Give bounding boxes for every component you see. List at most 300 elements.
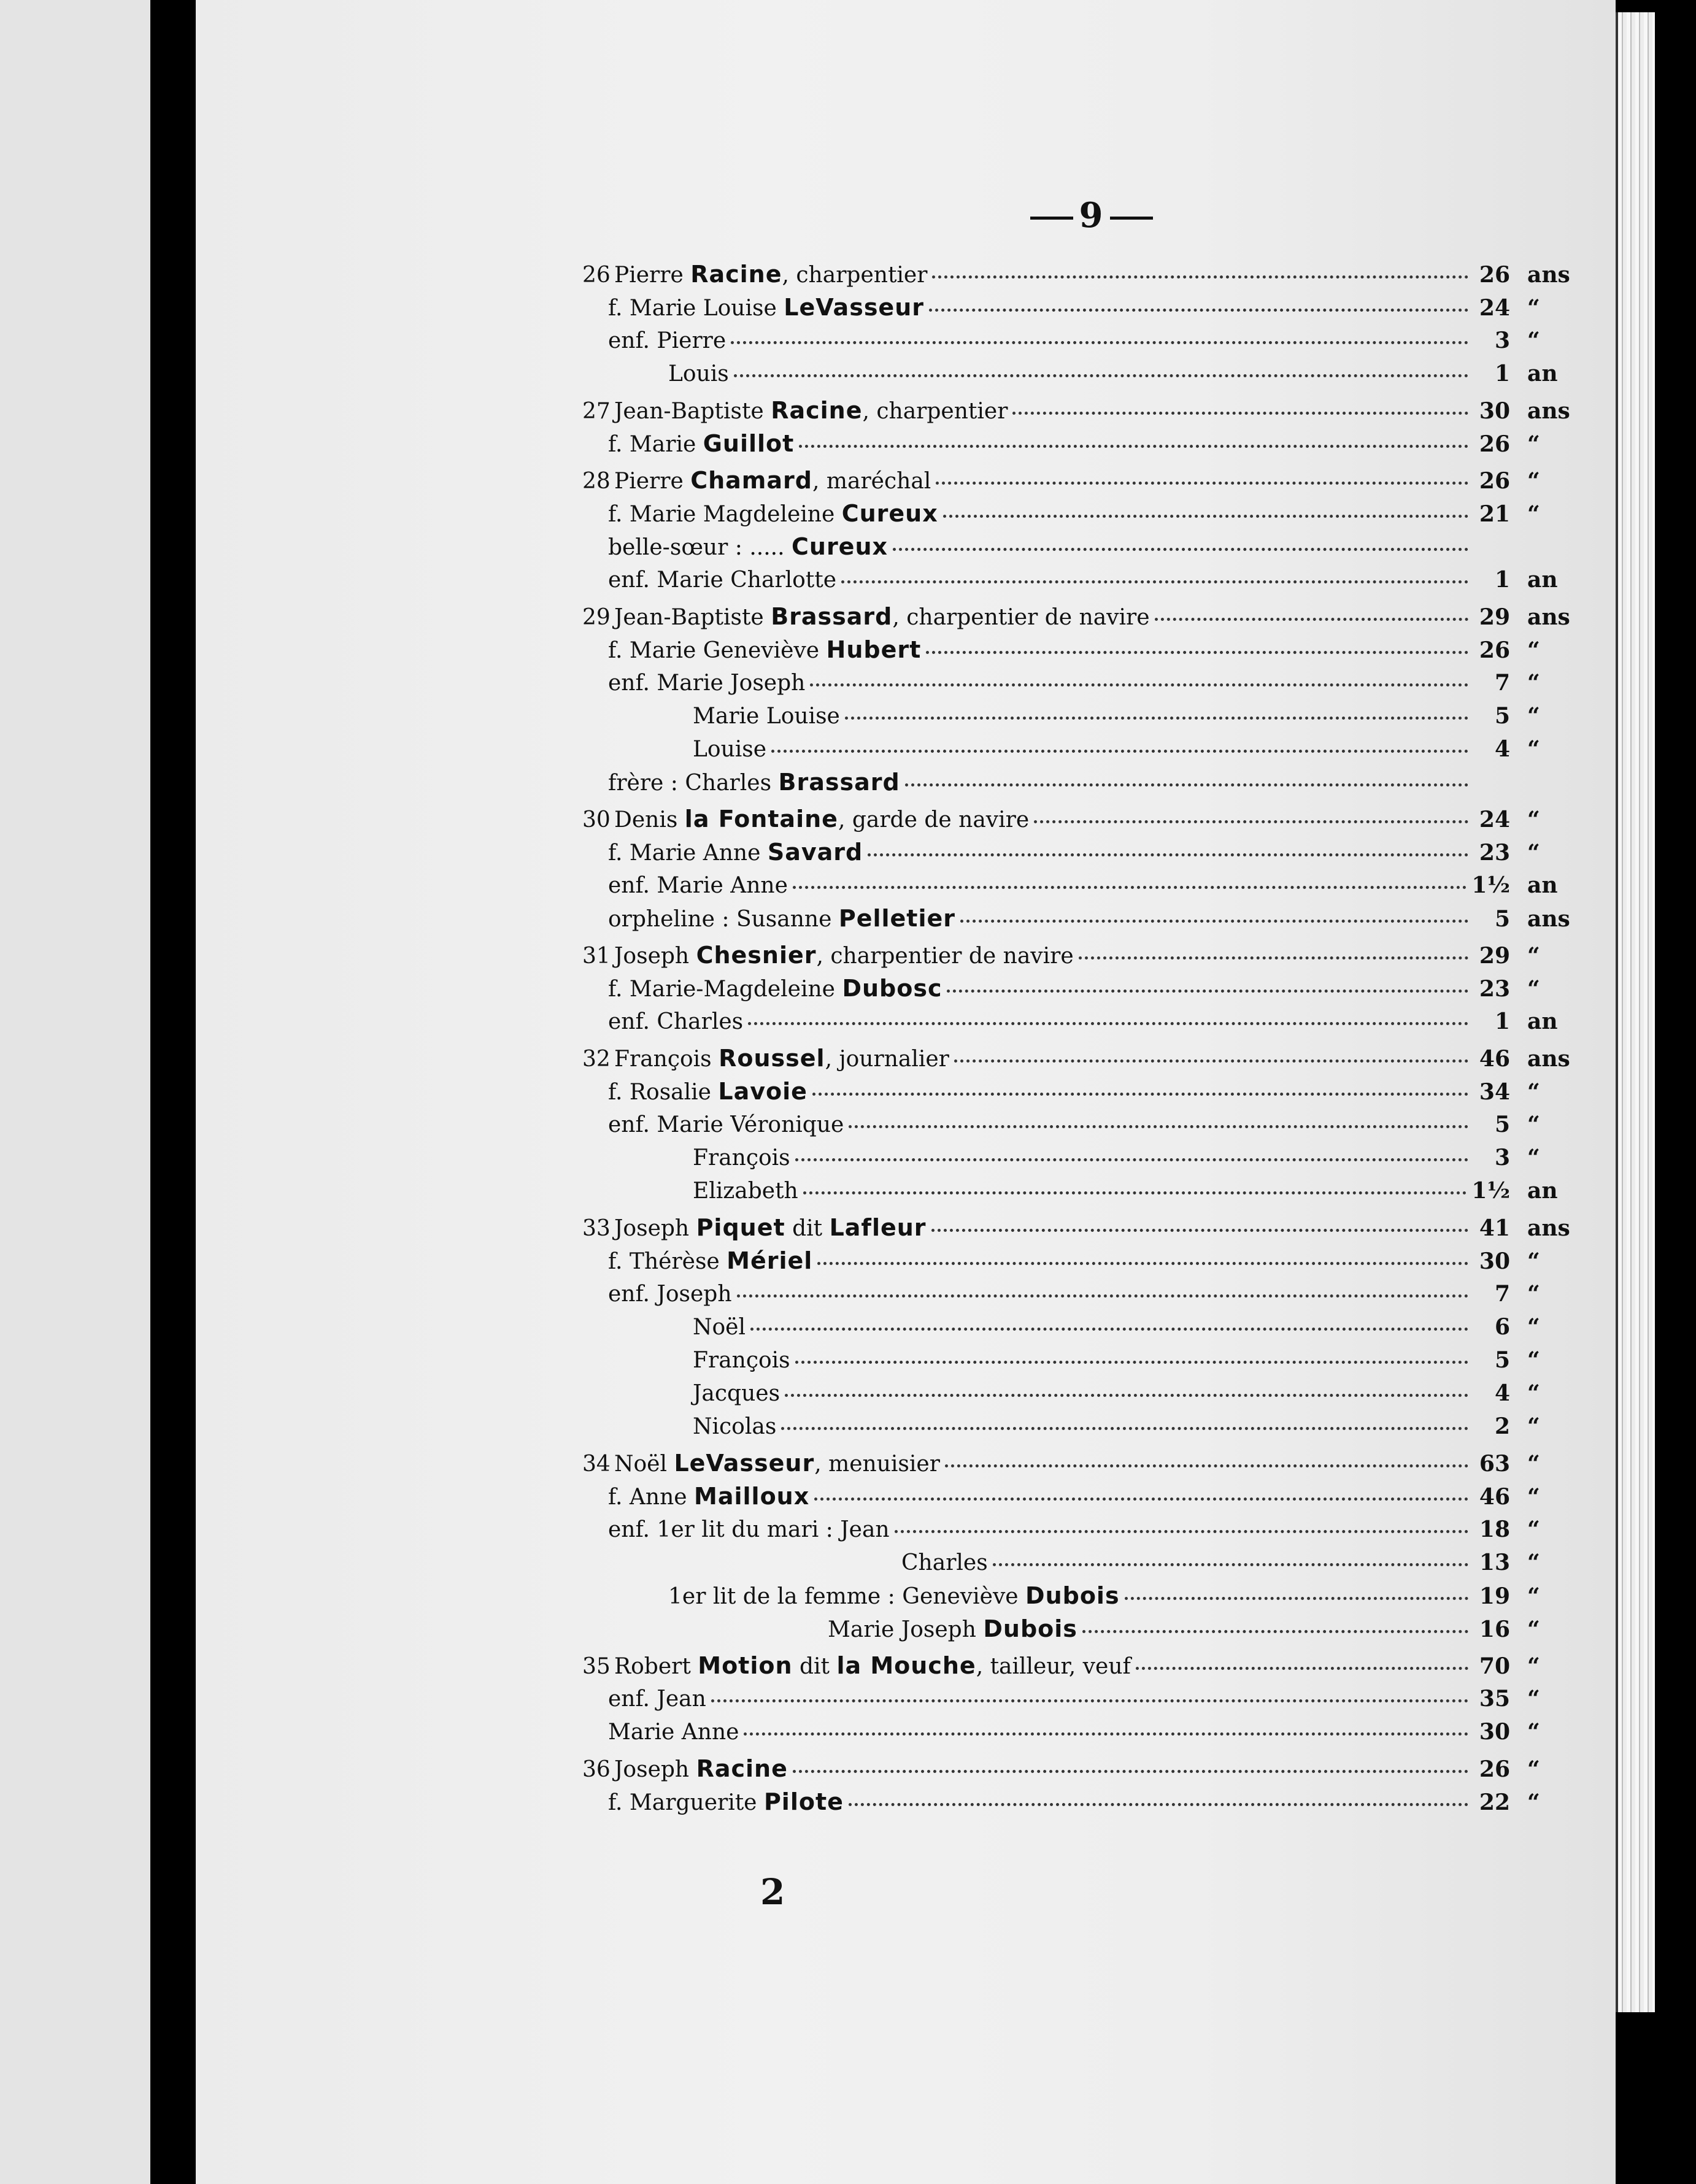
- age-value: 29: [1479, 943, 1510, 969]
- household-member-line: [582, 869, 1595, 902]
- dot-leader: [893, 548, 1468, 551]
- surname: Mériel: [727, 1247, 813, 1274]
- age-unit: an: [1527, 361, 1558, 386]
- age-value: 1½: [1471, 1178, 1510, 1204]
- name-text: Jean-Baptiste: [614, 399, 771, 424]
- household-entry: [582, 802, 1595, 935]
- household-member-line: [582, 972, 1595, 1005]
- surname: Mailloux: [694, 1483, 810, 1510]
- age-unit: ans: [1527, 262, 1570, 288]
- person-description: [582, 600, 1150, 634]
- name-text: frère : Charles: [608, 771, 779, 796]
- household-member-line: [582, 1108, 1595, 1141]
- name-text: f. Thérèse: [608, 1249, 727, 1274]
- surname: la Mouche: [836, 1652, 976, 1679]
- household-member-line: [582, 1377, 1595, 1410]
- name-text: belle-sœur : .....: [608, 535, 792, 560]
- person-description: [582, 766, 900, 800]
- document-page: [196, 0, 1616, 2184]
- name-text: Marie Anne: [608, 1720, 739, 1745]
- person-description: [582, 869, 788, 902]
- age-unit: “: [1527, 1314, 1540, 1340]
- age-unit: an: [1527, 1178, 1558, 1204]
- age-unit: “: [1527, 1617, 1540, 1642]
- name-text: f. Anne: [608, 1485, 695, 1510]
- household-entry: [582, 939, 1595, 1038]
- dot-leader: [849, 1803, 1468, 1806]
- surname: Piquet: [696, 1214, 785, 1241]
- name-text: Joseph: [614, 944, 696, 969]
- name-text: Robert: [614, 1654, 698, 1679]
- age-value: 23: [1479, 976, 1510, 1002]
- person-description: [582, 1075, 808, 1109]
- age-unit: “: [1527, 1790, 1540, 1815]
- person-description: [582, 802, 1029, 837]
- age-value: 5: [1494, 703, 1510, 729]
- dot-leader: [954, 1059, 1468, 1063]
- household-member-line: [582, 1715, 1595, 1748]
- household-member-line: [582, 766, 1595, 799]
- age-unit: ans: [1527, 1215, 1570, 1241]
- name-text: François: [614, 1047, 719, 1072]
- household-member-line: [582, 497, 1595, 530]
- household-member-line: [582, 1244, 1595, 1277]
- household-member-line: [582, 1480, 1595, 1513]
- surname: Chamard: [690, 467, 812, 494]
- person-description: [582, 733, 766, 766]
- name-text: , journalier: [825, 1047, 949, 1072]
- person-description: [582, 1042, 949, 1076]
- age-unit: “: [1527, 703, 1540, 729]
- household-entry: [582, 258, 1595, 390]
- age-value: 1: [1494, 1009, 1510, 1034]
- household-member-line: [582, 1579, 1595, 1612]
- age-value: 7: [1494, 1281, 1510, 1307]
- name-text: f. Marguerite: [608, 1790, 764, 1815]
- name-text: François: [693, 1348, 790, 1373]
- household-head-line: [582, 1649, 1595, 1682]
- household-number: 29: [582, 605, 611, 630]
- household-head-line: [582, 1042, 1595, 1075]
- dot-leader: [810, 683, 1468, 686]
- name-text: 1er lit de la femme : Geneviève: [668, 1584, 1026, 1609]
- household-head-line: [582, 464, 1595, 497]
- age-unit: ans: [1527, 906, 1570, 932]
- surname: Pelletier: [838, 905, 956, 932]
- surname: Brassard: [771, 603, 893, 630]
- dot-leader: [803, 1191, 1467, 1194]
- name-text: Louise: [693, 737, 767, 762]
- name-text: enf. Charles: [608, 1009, 744, 1034]
- dot-leader: [1136, 1667, 1468, 1670]
- household-member-line: [582, 1310, 1595, 1344]
- person-description: [582, 1785, 844, 1820]
- person-description: [582, 1547, 988, 1580]
- surname: la Fontaine: [684, 806, 838, 832]
- age-value: 34: [1479, 1079, 1510, 1105]
- dash-left: [1030, 217, 1073, 220]
- name-text: Pierre: [614, 469, 691, 494]
- page-number: [1012, 195, 1171, 236]
- name-text: Joseph: [614, 1757, 696, 1782]
- person-description: [582, 394, 1008, 428]
- dot-leader: [1079, 956, 1468, 959]
- household-member-line: [582, 1344, 1595, 1377]
- age-value: 23: [1479, 840, 1510, 866]
- age-value: 26: [1479, 637, 1510, 663]
- household-number: 27: [582, 399, 611, 424]
- dot-leader: [1034, 820, 1468, 823]
- person-description: [582, 325, 726, 358]
- household-member-line: [582, 836, 1595, 869]
- dot-leader: [960, 920, 1468, 923]
- age-unit: “: [1527, 1719, 1540, 1745]
- person-description: [582, 1447, 940, 1481]
- age-value: 70: [1479, 1653, 1510, 1679]
- name-text: f. Marie Louise: [608, 296, 784, 321]
- person-description: [582, 1377, 780, 1410]
- household-number: 30: [582, 807, 611, 832]
- age-unit: “: [1527, 1112, 1540, 1137]
- dot-leader: [1155, 618, 1468, 621]
- age-value: 3: [1494, 328, 1510, 353]
- name-text: , charpentier de navire: [816, 944, 1074, 969]
- surname: Racine: [690, 261, 782, 288]
- household-number: 34: [582, 1452, 611, 1477]
- person-description: [582, 1579, 1120, 1613]
- surname: Racine: [771, 397, 863, 424]
- person-description: [582, 1005, 743, 1039]
- age-value: 7: [1494, 670, 1510, 696]
- dot-leader: [744, 1732, 1468, 1736]
- household-entry: [582, 1447, 1595, 1645]
- person-description: [582, 1716, 739, 1749]
- dot-leader: [1012, 412, 1468, 415]
- page-stack-edge: [1616, 12, 1655, 2012]
- household-member-line: [582, 1546, 1595, 1579]
- household-head-line: [582, 394, 1595, 427]
- household-member-line: [582, 427, 1595, 460]
- age-value: 26: [1479, 262, 1510, 288]
- age-value: 13: [1479, 1550, 1510, 1575]
- person-description: [582, 1175, 798, 1208]
- age-unit: “: [1527, 1347, 1540, 1373]
- book-gutter: [150, 0, 196, 2184]
- age-unit: “: [1527, 637, 1540, 663]
- name-text: Denis: [614, 807, 685, 832]
- household-member-line: [582, 563, 1595, 596]
- age-value: 1: [1494, 361, 1510, 386]
- age-unit: “: [1527, 328, 1540, 353]
- name-text: f. Marie Anne: [608, 840, 768, 866]
- age-value: 1: [1494, 567, 1510, 593]
- age-value: 30: [1479, 1248, 1510, 1274]
- person-description: [582, 1211, 927, 1245]
- household-member-line: [582, 291, 1595, 324]
- name-text: Pierre: [614, 263, 691, 288]
- age-value: 26: [1479, 431, 1510, 457]
- person-description: [582, 1311, 746, 1344]
- dot-leader: [993, 1563, 1468, 1566]
- name-text: f. Marie Magdeleine: [608, 502, 842, 527]
- dot-leader: [795, 1361, 1468, 1364]
- household-head-line: [582, 802, 1595, 836]
- household-head-line: [582, 939, 1595, 972]
- name-text: , charpentier: [782, 263, 928, 288]
- surname: LeVasseur: [674, 1450, 815, 1477]
- name-text: enf. Jean: [608, 1686, 706, 1712]
- left-page-edge: [0, 0, 150, 2184]
- age-unit: “: [1527, 1686, 1540, 1712]
- age-value: 63: [1479, 1451, 1510, 1477]
- surname: Chesnier: [696, 942, 817, 969]
- name-text: enf. Marie Charlotte: [608, 567, 837, 593]
- person-description: [582, 530, 888, 564]
- household-number: 33: [582, 1216, 611, 1241]
- household-head-line: [582, 600, 1595, 633]
- age-value: 30: [1479, 398, 1510, 424]
- dot-leader: [817, 1262, 1468, 1265]
- age-unit: “: [1527, 1550, 1540, 1575]
- household-member-line: [582, 1513, 1595, 1546]
- dot-leader: [795, 1158, 1468, 1161]
- dot-leader: [895, 1530, 1468, 1533]
- dot-leader: [785, 1394, 1468, 1397]
- age-value: 5: [1494, 1347, 1510, 1373]
- age-value: 24: [1479, 295, 1510, 321]
- age-unit: an: [1527, 872, 1558, 898]
- age-unit: “: [1527, 976, 1540, 1002]
- name-text: Louis: [668, 361, 729, 386]
- age-unit: “: [1527, 1248, 1540, 1274]
- age-unit: “: [1527, 1380, 1540, 1406]
- household-member-line: [582, 1682, 1595, 1715]
- name-text: Marie Louise: [693, 704, 840, 729]
- household-member-line: [582, 1005, 1595, 1038]
- household-entry: [582, 1042, 1595, 1207]
- household-member-line: [582, 1277, 1595, 1310]
- name-text: , garde de navire: [838, 807, 1030, 832]
- surname: Cureux: [841, 500, 938, 527]
- dot-leader: [845, 717, 1468, 720]
- age-unit: “: [1527, 736, 1540, 762]
- age-value: 22: [1479, 1790, 1510, 1815]
- household-member-line: [582, 357, 1595, 390]
- age-unit: “: [1527, 1145, 1540, 1171]
- person-description: [582, 1612, 1077, 1647]
- age-value: 46: [1479, 1484, 1510, 1510]
- dot-leader: [731, 341, 1468, 344]
- person-description: [582, 497, 938, 531]
- household-number: 32: [582, 1047, 611, 1072]
- name-text: enf. Marie Véronique: [608, 1112, 844, 1137]
- dot-leader: [781, 1427, 1468, 1430]
- person-description: [582, 1344, 790, 1377]
- household-member-line: [582, 732, 1595, 766]
- household-member-line: [582, 1141, 1595, 1174]
- age-value: 2: [1494, 1413, 1510, 1439]
- household-entry: [582, 1211, 1595, 1443]
- surname: Motion: [698, 1652, 793, 1679]
- age-unit: “: [1527, 501, 1540, 527]
- age-value: 30: [1479, 1719, 1510, 1745]
- age-unit: “: [1527, 943, 1540, 969]
- name-text: orpheline : Susanne: [608, 907, 839, 932]
- age-value: 19: [1479, 1583, 1510, 1609]
- age-unit: ans: [1527, 604, 1570, 630]
- name-text: enf. Pierre: [608, 328, 727, 353]
- person-description: [582, 972, 942, 1006]
- name-text: , charpentier: [862, 399, 1008, 424]
- age-unit: “: [1527, 670, 1540, 696]
- age-value: 35: [1479, 1686, 1510, 1712]
- dot-leader: [793, 1770, 1468, 1773]
- name-text: Noël: [693, 1315, 746, 1340]
- household-member-line: [582, 902, 1595, 935]
- surname: Lafleur: [829, 1214, 927, 1241]
- age-unit: “: [1527, 1079, 1540, 1105]
- person-description: [582, 1244, 812, 1278]
- name-text: f. Rosalie: [608, 1080, 719, 1105]
- name-text: Jacques: [693, 1381, 781, 1406]
- household-entry: [582, 1649, 1595, 1748]
- dot-leader: [1082, 1630, 1468, 1633]
- name-text: , tailleur, veuf: [976, 1654, 1131, 1679]
- age-unit: “: [1527, 295, 1540, 321]
- age-unit: “: [1527, 1451, 1540, 1477]
- dash-right: [1110, 217, 1153, 220]
- person-description: [582, 667, 805, 700]
- surname: Cureux: [792, 533, 888, 560]
- dot-leader: [932, 275, 1468, 279]
- age-unit: “: [1527, 1484, 1540, 1510]
- person-description: [582, 358, 729, 391]
- dot-leader: [750, 1328, 1468, 1331]
- person-description: [582, 902, 955, 936]
- surname: Racine: [696, 1755, 788, 1782]
- dot-leader: [793, 886, 1467, 889]
- household-member-line: [582, 1075, 1595, 1108]
- age-value: 16: [1479, 1617, 1510, 1642]
- household-member-line: [582, 699, 1595, 732]
- age-unit: “: [1527, 1583, 1540, 1609]
- surname: Dubosc: [842, 975, 942, 1002]
- household-head-line: [582, 1447, 1595, 1480]
- age-value: 41: [1479, 1215, 1510, 1241]
- age-value: 26: [1479, 1756, 1510, 1782]
- name-text: Nicolas: [693, 1414, 777, 1439]
- household-member-line: [582, 1785, 1595, 1818]
- name-text: f. Marie: [608, 432, 703, 457]
- household-member-line: [582, 1410, 1595, 1443]
- dot-leader: [812, 1093, 1468, 1096]
- age-value: 3: [1494, 1145, 1510, 1171]
- person-description: [582, 1649, 1131, 1683]
- household-number: 26: [582, 263, 611, 288]
- page-number-text: 9: [1079, 195, 1104, 236]
- age-unit: ans: [1527, 398, 1570, 424]
- age-value: 24: [1479, 807, 1510, 832]
- dot-leader: [1125, 1597, 1468, 1600]
- age-unit: “: [1527, 1413, 1540, 1439]
- age-value: 5: [1494, 1112, 1510, 1137]
- household-member-line: [582, 633, 1595, 666]
- name-text: f. Marie-Magdeleine: [608, 977, 842, 1002]
- age-value: 1½: [1471, 872, 1510, 898]
- name-text: enf. Joseph: [608, 1282, 732, 1307]
- person-description: [582, 258, 927, 292]
- person-description: [582, 1109, 844, 1142]
- dot-leader: [947, 990, 1468, 993]
- household-member-line: [582, 666, 1595, 699]
- age-value: 26: [1479, 468, 1510, 494]
- surname: Savard: [767, 839, 863, 866]
- household-head-line: [582, 1752, 1595, 1785]
- age-unit: “: [1527, 807, 1540, 832]
- surname: Dubois: [1025, 1582, 1120, 1609]
- dot-leader: [737, 1294, 1468, 1298]
- dot-leader: [945, 1464, 1468, 1467]
- name-text: Elizabeth: [693, 1179, 798, 1204]
- person-description: [582, 1480, 809, 1514]
- person-description: [582, 1410, 776, 1444]
- household-member-line: [582, 324, 1595, 357]
- person-description: [582, 427, 794, 461]
- age-unit: “: [1527, 1756, 1540, 1782]
- signature-mark: 2: [760, 1871, 785, 1913]
- dot-leader: [936, 482, 1468, 485]
- dot-leader: [711, 1699, 1468, 1702]
- household-head-line: [582, 1211, 1595, 1244]
- household-number: 31: [582, 944, 611, 969]
- name-text: f. Marie Geneviève: [608, 638, 827, 663]
- age-unit: an: [1527, 1009, 1558, 1034]
- household-head-line: [582, 258, 1595, 291]
- name-text: Charles: [901, 1550, 988, 1575]
- dot-leader: [841, 580, 1468, 583]
- age-value: 4: [1494, 736, 1510, 762]
- person-description: [582, 291, 924, 325]
- name-text: , charpentier de navire: [892, 605, 1150, 630]
- person-description: [582, 1513, 890, 1547]
- dot-leader: [799, 445, 1468, 448]
- surname: LeVasseur: [784, 294, 924, 321]
- name-text: François: [693, 1145, 790, 1171]
- household-entry: [582, 600, 1595, 799]
- name-text: enf. 1er lit du mari : Jean: [608, 1517, 890, 1542]
- surname: Hubert: [826, 636, 922, 663]
- name-text: Marie Joseph: [828, 1617, 984, 1642]
- dot-leader: [905, 783, 1468, 786]
- dot-leader: [943, 515, 1468, 518]
- household-member-line: [582, 1612, 1595, 1645]
- age-unit: “: [1527, 468, 1540, 494]
- age-unit: “: [1527, 840, 1540, 866]
- surname: Pilote: [763, 1788, 844, 1815]
- dot-leader: [926, 651, 1468, 654]
- household-number: 35: [582, 1654, 611, 1679]
- age-value: 21: [1479, 501, 1510, 527]
- household-entry: [582, 1752, 1595, 1818]
- person-description: [582, 1683, 706, 1716]
- person-description: [582, 464, 931, 498]
- household-entry: [582, 394, 1595, 460]
- name-text: enf. Marie Joseph: [608, 671, 806, 696]
- dot-leader: [931, 1229, 1468, 1232]
- surname: Dubois: [983, 1615, 1077, 1642]
- age-value: 4: [1494, 1380, 1510, 1406]
- household-entry: [582, 464, 1595, 596]
